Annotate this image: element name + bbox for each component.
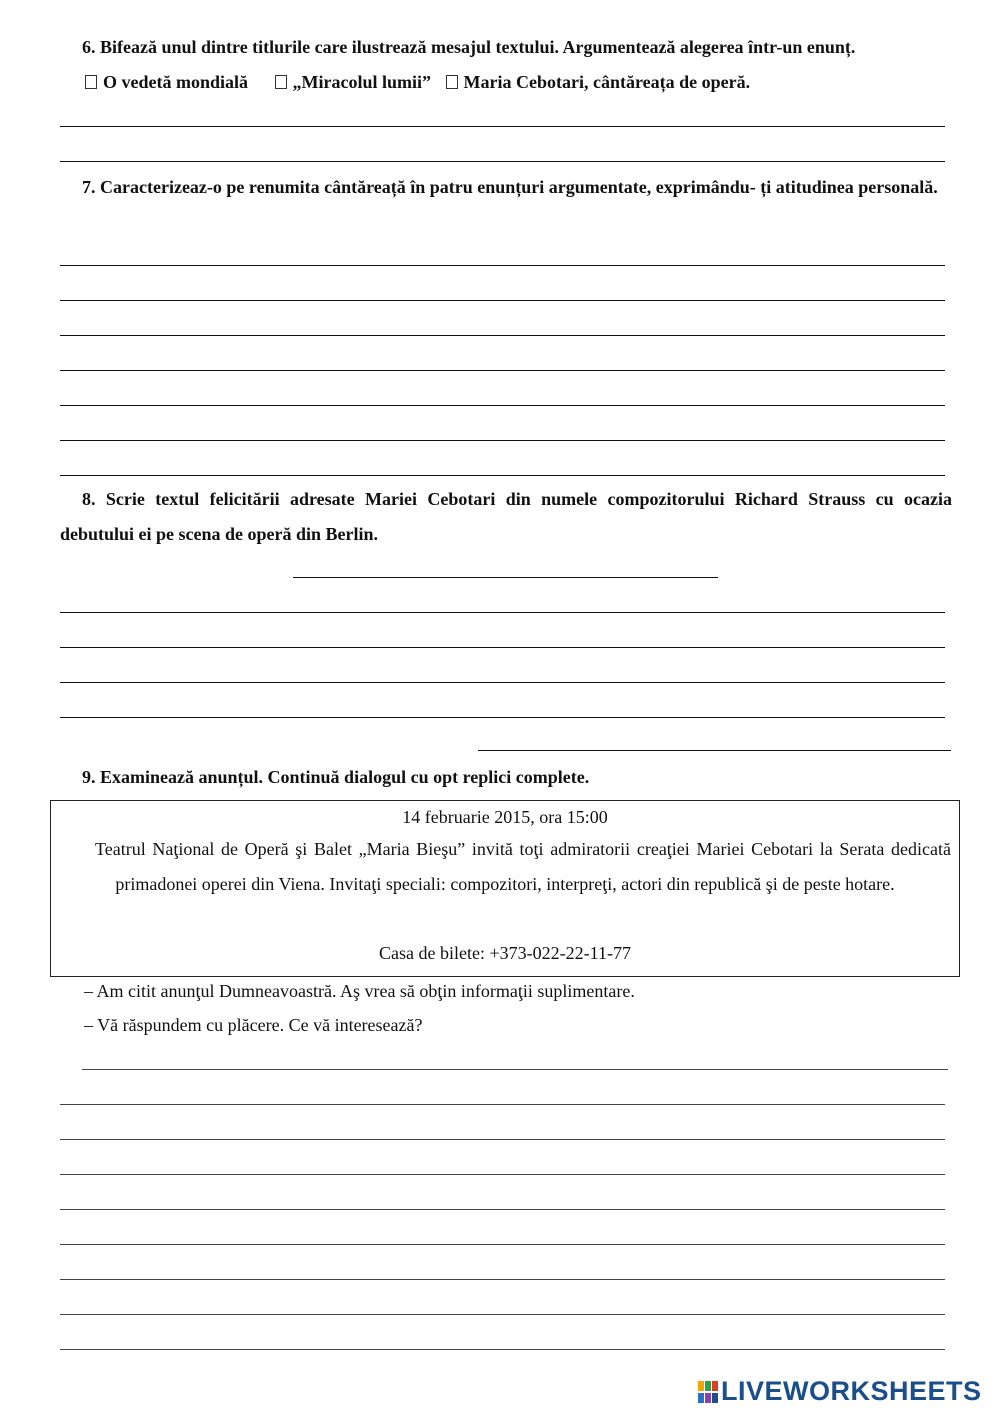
announcement-date: 14 februarie 2015, ora 15:00 [402, 807, 608, 827]
announcement-box [50, 800, 960, 977]
answer-line[interactable] [60, 475, 945, 476]
answer-line[interactable] [60, 647, 945, 648]
question-8-text: 8. Scrie textul felicitării adresate Mariei Cebotari din numele compozitorului Richard Strauss cu ocazia debutului ei pe scena de operă din Berlin. [60, 489, 952, 544]
answer-line[interactable] [60, 612, 945, 613]
answer-line[interactable] [60, 335, 945, 336]
option-2[interactable]: „Miracolul lumii” [275, 72, 432, 92]
answer-line[interactable] [60, 405, 945, 406]
answer-line[interactable] [60, 1314, 945, 1315]
signature-line[interactable] [478, 750, 951, 751]
option-1[interactable]: O vedetă mondială [85, 72, 248, 92]
greeting-title-line[interactable] [293, 577, 718, 578]
question-7-text: 7. Caracterizeaz-o pe renumita cântăreață în patru enunțuri argumentate, exprimându- ți atitudinea personală. [82, 177, 938, 197]
question-6-text: 6. Bifează unul dintre titlurile care ilustrează mesajul textului. Argumentează alegerea într-un enunț. [82, 37, 856, 57]
answer-line[interactable] [60, 1139, 945, 1140]
announcement-body: Teatrul Naţional de Operă şi Balet „Maria Bieşu” invită toţi admiratorii creaţiei Mariei Cebotari la Serata dedicată primadonei operei din Viena. Invitaţi speciali: compozitori, interpreţi, actori din republică şi de peste hotare. [95, 839, 951, 894]
checkbox-icon[interactable] [85, 75, 97, 89]
answer-line[interactable] [60, 1104, 945, 1105]
option-3[interactable]: Maria Cebotari, cântăreața de operă. [446, 72, 751, 92]
answer-line[interactable] [60, 300, 945, 301]
liveworksheets-wordmark: LIVEWORKSHEETS [721, 1376, 982, 1406]
answer-line[interactable] [60, 717, 945, 718]
answer-line[interactable] [60, 161, 945, 162]
checkbox-icon[interactable] [446, 75, 458, 89]
liveworksheets-logo [698, 1376, 982, 1407]
answer-line[interactable] [60, 1244, 945, 1245]
answer-line[interactable] [60, 440, 945, 441]
dialogue-line-2: – Vă răspundem cu plăcere. Ce vă interesează? [84, 1015, 423, 1035]
answer-line[interactable] [60, 1279, 945, 1280]
answer-line[interactable] [60, 370, 945, 371]
answer-line[interactable] [60, 682, 945, 683]
answer-line[interactable] [60, 1174, 945, 1175]
liveworksheets-mark-icon [698, 1381, 718, 1403]
checkbox-icon[interactable] [275, 75, 287, 89]
question-6-options [85, 72, 750, 93]
answer-line[interactable] [82, 1069, 948, 1070]
announcement-tickets: Casa de bilete: +373-022-22-11-77 [379, 943, 631, 963]
dialogue-line-1: – Am citit anunţul Dumneavoastră. Aş vrea să obţin informaţii suplimentare. [84, 981, 635, 1001]
answer-line[interactable] [60, 1349, 945, 1350]
question-9-text: 9. Examinează anunțul. Continuă dialogul cu opt replici complete. [82, 767, 590, 787]
answer-line[interactable] [60, 126, 945, 127]
answer-line[interactable] [60, 1209, 945, 1210]
answer-line[interactable] [60, 265, 945, 266]
